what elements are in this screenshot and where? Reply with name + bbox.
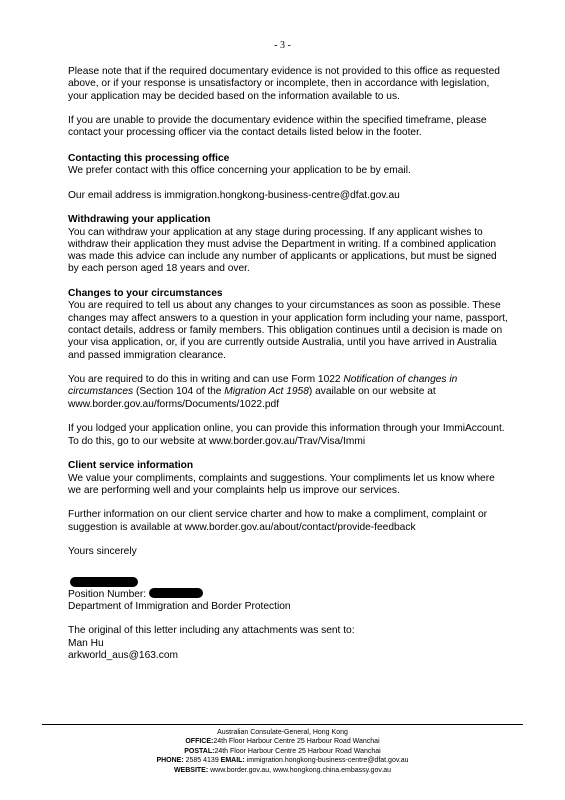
evidence-paragraph: Please note that if the required documentary evidence is not provided to this office as requested above, or if your response is unsatisfactory or incomplete, then in accordance with legislation, your application may be decided based on the information available to us. [68,66,500,102]
page-number: - 3 - [274,40,291,51]
timeframe-paragraph: If you are unable to provide the documentary evidence within the specified timeframe, please contact your processing officer via the contact details listed below in the footer. [68,115,487,139]
department-name: Department of Immigration and Border Protection [68,600,291,612]
changes-section [68,288,508,448]
contacting-heading: Contacting this processing office [68,152,230,164]
form-paragraph [68,374,508,411]
form-text-3: ) available on our website at www.border.gov.au/forms/Documents/1022.pdf [68,386,436,410]
footer-contact: PHONE: 2585 4139 EMAIL: immigration.hongkong-business-centre@dfat.gov.au [156,757,409,765]
closing: Yours sincerely [68,546,137,558]
client-service-text: We value your compliments, complaints and suggestions. Your compliments let us know where we are performing well and your complaints help us improve our services. [68,472,495,496]
changes-heading: Changes to your circumstances [68,288,223,300]
contacting-text: We prefer contact with this office concerning your application to be by email. [68,165,411,177]
online-paragraph: If you lodged your application online, you can provide this information through your ImmiAccount. To do this, go to our website at www.border.gov.au/Trav/Visa/Immi [68,423,505,447]
withdrawing-heading: Withdrawing your application [68,214,211,226]
footer-postal: POSTAL:24th Floor Harbour Centre 25 Harbour Road Wanchai [184,747,381,755]
form-title: Notification of changes in circumstances [68,374,458,398]
client-service-section [68,460,508,534]
redacted-name [70,577,138,587]
redacted-position-number [149,588,203,598]
client-service-heading: Client service information [68,460,194,472]
withdrawing-section [68,214,508,275]
footer-office: OFFICE:24th Floor Harbour Centre 25 Harbour Road Wanchai [185,738,380,746]
letter-body [68,66,508,662]
changes-text: You are required to tell us about any changes to your circumstances as soon as possible. These changes may affect answers to a question in your application form including your name, passport, contact details, address or family members. This obligation continues until a decision is made on your visa application, or, if you are currently outside Australia, until you have arrived in Australia and passed immigration clearance. [68,300,508,361]
position-label: Position Number: [68,588,147,600]
act-title: Migration Act 1958 [224,386,309,398]
contacting-section [68,153,508,202]
withdrawing-text: You can withdraw your application at any stage during processing. If any applicant wishes to withdraw their application they must advise the Department in writing. If a combined application was made this advice can include any number of applicants or applications, but must be signed by each person aged 18 years and over. [68,226,497,275]
form-text-2: (Section 104 of the [133,386,225,398]
footer-org: Australian Consulate-General, Hong Kong [217,729,348,736]
footer [0,728,565,775]
recipient-block [68,625,508,662]
footer-divider [42,724,523,725]
recipient-name: Man Hu [68,637,104,649]
recipient-email: arkworld_aus@163.com [68,650,179,662]
feedback-paragraph: Further information on our client service charter and how to make a compliment, complaint or suggestion is available at www.border.gov.au/about/contact/provide-feedback [68,509,488,533]
recipient-intro: The original of this letter including any attachments was sent to: [68,625,355,637]
signature-block [68,559,508,614]
email-line: Our email address is immigration.hongkong-business-centre@dfat.gov.au [68,189,400,201]
position-line [68,589,508,601]
form-text-1: You are required to do this in writing and can use Form 1022 [68,374,344,386]
footer-website: WEBSITE: www.border.gov.au, www.hongkong.china.embassy.gov.au [173,766,392,774]
